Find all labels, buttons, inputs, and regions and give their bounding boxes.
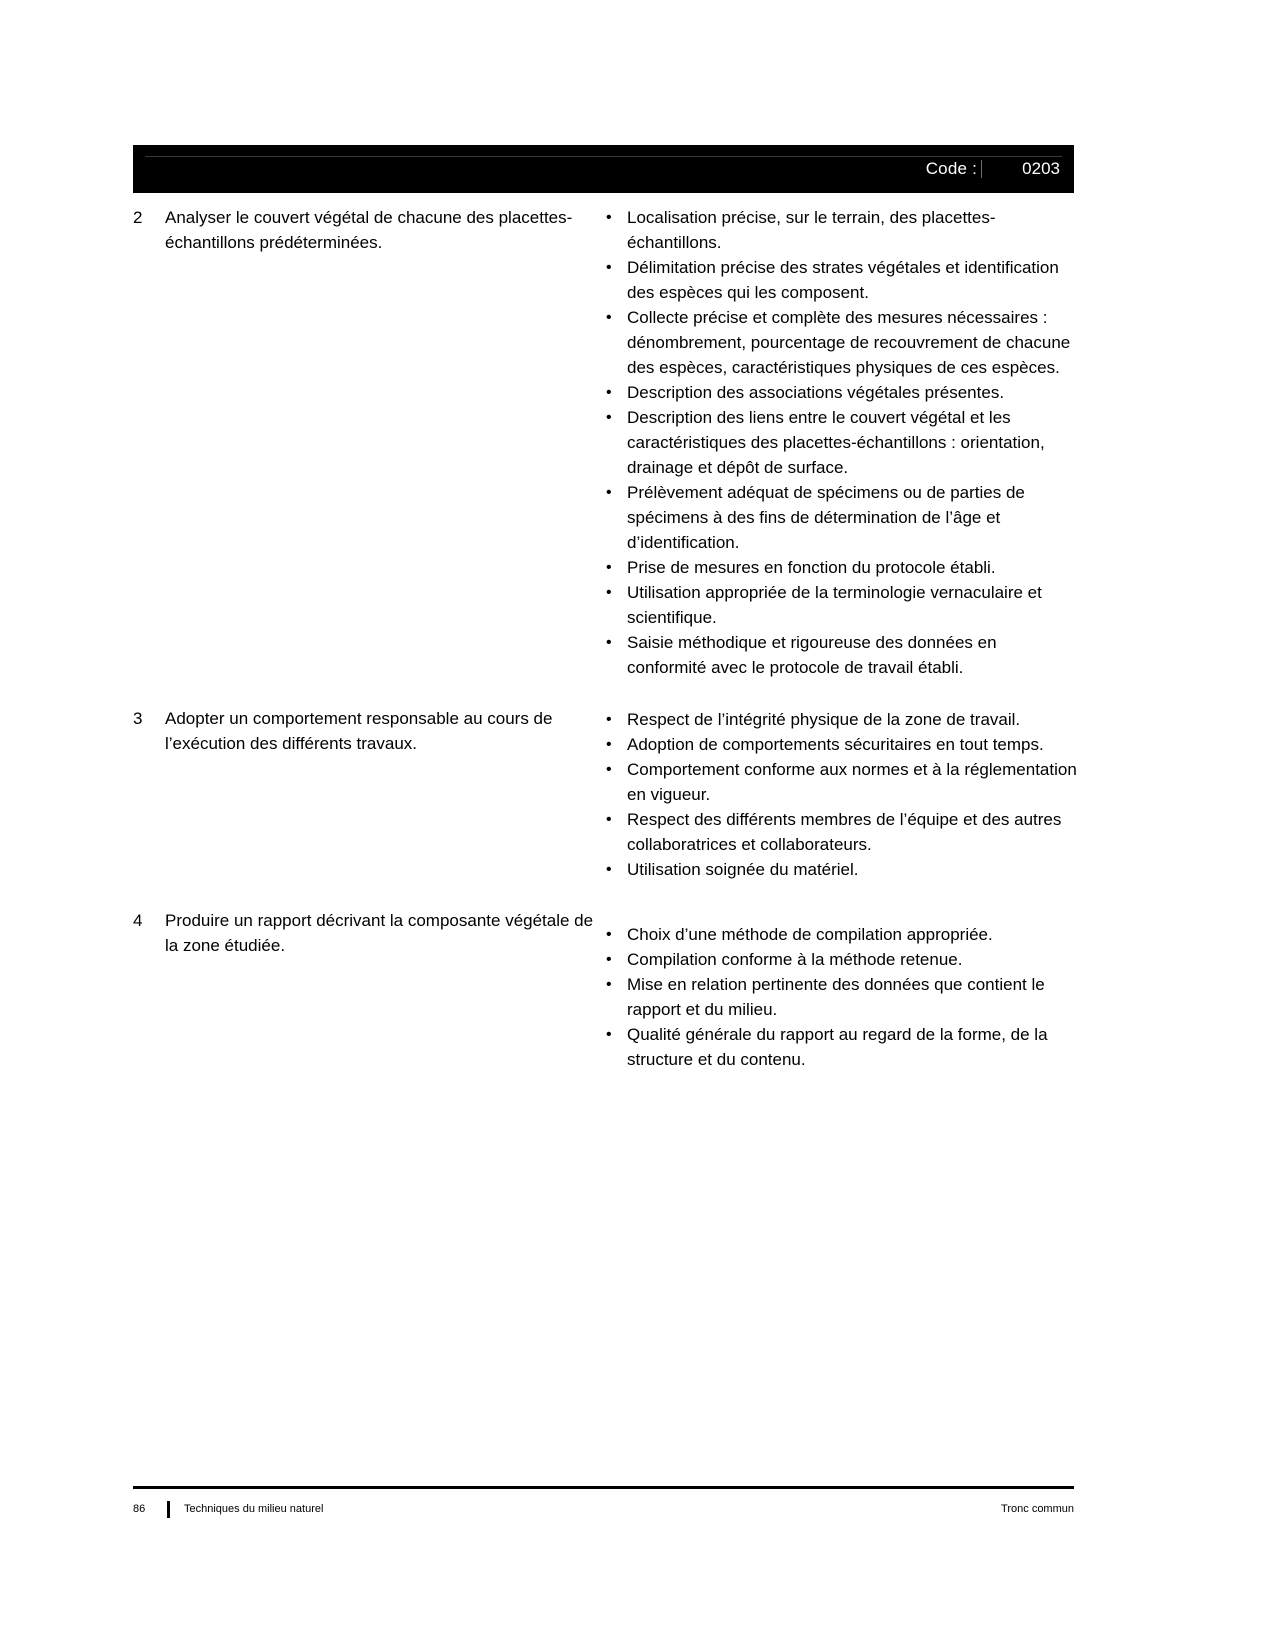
list-item: • Utilisation appropriée de la terminologie vernaculaire et scientifique. (603, 580, 1078, 630)
table-row (133, 706, 1078, 882)
task-cell (133, 706, 603, 756)
task-number: 3 (133, 709, 143, 728)
task-description: Analyser le couvert végétal de chacune des placettes-échantillons prédéterminées. (165, 208, 573, 252)
list-item: • Mise en relation pertinente des données que contient le rapport et du milieu. (603, 972, 1078, 1022)
list-item: • Délimitation précise des strates végétales et identification des espèces qui les composent. (603, 255, 1078, 305)
page-footer (133, 1496, 1074, 1522)
criteria-list (603, 922, 1078, 1072)
list-item: • Adoption de comportements sécuritaires en tout temps. (603, 732, 1078, 757)
list-item: • Choix d’une méthode de compilation appropriée. (603, 922, 1078, 947)
page-number: 86 (133, 1503, 146, 1515)
list-item: • Description des liens entre le couvert végétal et les caractéristiques des placettes-échantillons : orientation, drainage et dépôt de surface. (603, 405, 1078, 480)
list-item: • Compilation conforme à la méthode retenue. (603, 947, 1078, 972)
section-name: Tronc commun (1001, 1503, 1074, 1515)
code-label: Code : (925, 159, 977, 178)
task-cell (133, 908, 603, 958)
criteria-cell (603, 908, 1078, 1072)
table-row (133, 908, 1078, 1072)
footer-divider (133, 1486, 1074, 1489)
task-number: 2 (133, 208, 143, 227)
list-item: • Prise de mesures en fonction du protocole établi. (603, 555, 1078, 580)
list-item: • Respect de l’intégrité physique de la zone de travail. (603, 707, 1078, 732)
criteria-cell (603, 205, 1078, 680)
list-item: • Comportement conforme aux normes et à la réglementation en vigueur. (603, 757, 1078, 807)
criteria-list (603, 707, 1078, 882)
program-name: Techniques du milieu naturel (184, 1503, 324, 1515)
list-item: • Respect des différents membres de l’équipe et des autres collaboratrices et collaborateurs. (603, 807, 1078, 857)
list-item: • Description des associations végétales présentes. (603, 380, 1078, 405)
footer-separator (167, 1501, 170, 1518)
list-item: • Localisation précise, sur le terrain, des placettes-échantillons. (603, 205, 1078, 255)
competency-table (133, 205, 1078, 1072)
task-number: 4 (133, 911, 143, 930)
code-value: 0203 (1022, 159, 1060, 178)
list-item: • Qualité générale du rapport au regard de la forme, de la structure et du contenu. (603, 1022, 1078, 1072)
list-item: • Collecte précise et complète des mesures nécessaires : dénombrement, pourcentage de recouvrement de chacune des espèces, caractéristiques physiques de ces espèces. (603, 305, 1078, 380)
task-description: Produire un rapport décrivant la composante végétale de la zone étudiée. (165, 911, 594, 955)
task-description: Adopter un comportement responsable au cours de l’exécution des différents travaux. (165, 709, 553, 753)
header-code-separator (981, 160, 982, 178)
list-item: • Saisie méthodique et rigoureuse des données en conformité avec le protocole de travail établi. (603, 630, 1078, 680)
page-header-bar (133, 145, 1074, 193)
criteria-list (603, 205, 1078, 680)
header-code-group (133, 145, 1074, 193)
list-item: • Utilisation soignée du matériel. (603, 857, 1078, 882)
criteria-cell (603, 706, 1078, 882)
task-cell (133, 205, 603, 255)
list-item: • Prélèvement adéquat de spécimens ou de parties de spécimens à des fins de détermination de l’âge et d’identification. (603, 480, 1078, 555)
table-row (133, 205, 1078, 680)
